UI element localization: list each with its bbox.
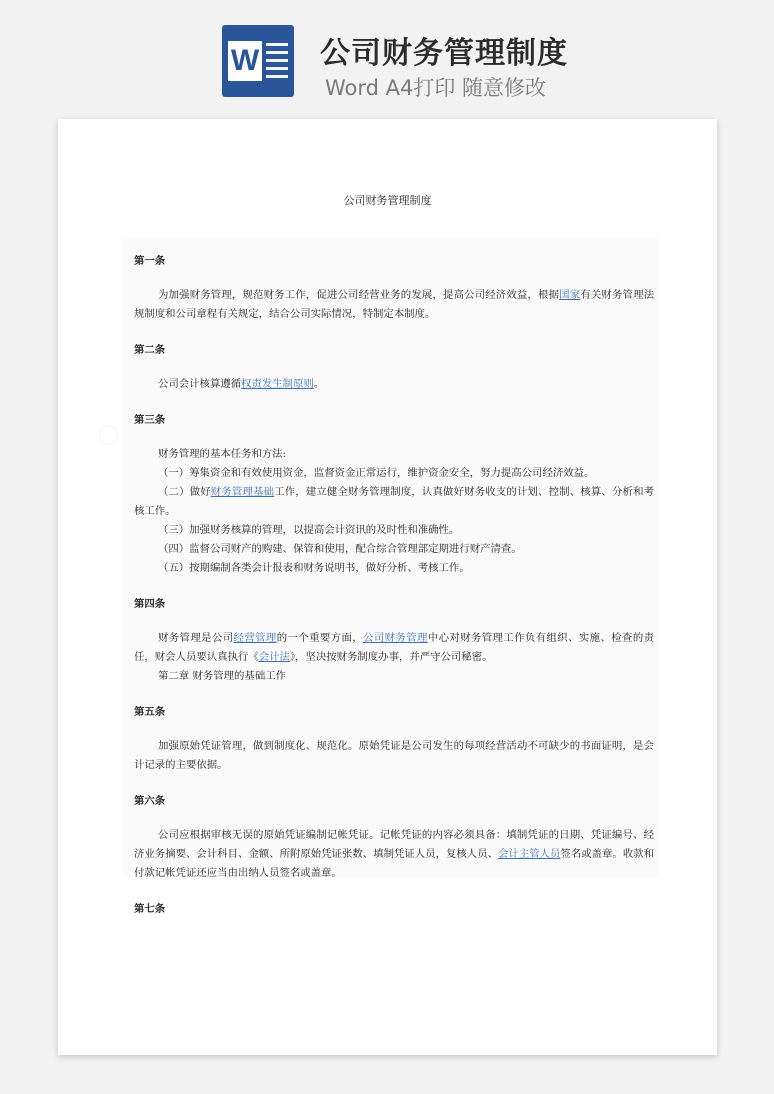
article-2-heading: 第二条 bbox=[134, 344, 166, 356]
link-finance-basics[interactable]: 财务管理基础 bbox=[210, 486, 275, 498]
article-3-item-2: （二）做好财务管理基础工作，建立健全财务管理制度，认真做好财务收支的计划、控制、核算、分析和考核工作。 bbox=[134, 486, 655, 517]
banner-title: 公司财务管理制度 bbox=[320, 36, 568, 71]
link-accounting-supervisor[interactable]: 会计主管人员 bbox=[498, 848, 561, 860]
article-1-text: 为加强财务管理，规范财务工作，促进公司经营业务的发展，提高公司经济效益，根据国家有关财务管理法规制度和公司章程有关规定，结合公司实际情况，特制定本制度。 bbox=[134, 289, 655, 320]
article-3-intro: 财务管理的基本任务和方法: bbox=[158, 448, 287, 460]
link-guojia[interactable]: 国家 bbox=[559, 289, 581, 301]
word-document-icon bbox=[222, 25, 294, 97]
article-5-text: 加强原始凭证管理，做到制度化、规范化。原始凭证是公司发生的每项经营活动不可缺少的书面证明，是会计记录的主要依据。 bbox=[134, 740, 654, 771]
article-7-heading: 第七条 bbox=[134, 903, 166, 915]
link-accounting-law[interactable]: 会计法 bbox=[258, 651, 290, 663]
banner-subtitle: Word A4打印 随意修改 bbox=[325, 76, 547, 100]
document-page bbox=[58, 119, 717, 1055]
chapter-2-title: 第二章 财务管理的基础工作 bbox=[158, 670, 286, 682]
article-2-text: 公司会计核算遵循权责发生制原则。 bbox=[158, 378, 325, 390]
word-icon-lines bbox=[266, 43, 288, 83]
link-business-management[interactable]: 经营管理 bbox=[233, 632, 277, 644]
link-company-finance[interactable]: 公司财务管理 bbox=[363, 632, 428, 644]
document-body bbox=[123, 237, 658, 915]
article-3-item-4: （四）监督公司财产的购建、保管和使用，配合综合管理部定期进行财产清查。 bbox=[158, 543, 522, 555]
article-3-item-5: （五）按期编制各类会计报表和财务说明书，做好分析、考核工作。 bbox=[158, 562, 470, 574]
article-4-text: 财务管理是公司经营管理的一个重要方面，公司财务管理中心对财务管理工作负有组织、实施、检查的责任，财会人员要认真执行《会计法》，坚决按财务制度办事，并严守公司秘密。 bbox=[134, 632, 655, 663]
document-title: 公司财务管理制度 bbox=[343, 194, 432, 207]
article-3-heading: 第三条 bbox=[134, 414, 166, 426]
article-6-heading: 第六条 bbox=[134, 795, 166, 807]
article-3-item-1: （一）筹集资金和有效使用资金，监督资金正常运行，维护资金安全，努力提高公司经济效益。 bbox=[158, 467, 595, 479]
article-6-text: 公司应根据审核无误的原始凭证编制记帐凭证。记帐凭证的内容必须具备：填制凭证的日期、凭证编号、经济业务摘要、会计科目、金额、所附原始凭证张数、填制凭证人员，复核人员、会计主管人员签名或盖章。收款和付款记帐凭证还应当由出纳人员签名或盖章。 bbox=[134, 829, 655, 879]
header-banner bbox=[0, 0, 774, 110]
article-4-heading: 第四条 bbox=[134, 598, 166, 610]
article-1-heading: 第一条 bbox=[134, 255, 166, 267]
article-3-item-3: （三）加强财务核算的管理，以提高会计资讯的及时性和准确性。 bbox=[158, 524, 460, 536]
article-5-heading: 第五条 bbox=[134, 706, 166, 718]
word-icon-letter: W bbox=[228, 41, 262, 81]
watermark bbox=[91, 415, 127, 453]
link-accrual-principle[interactable]: 权责发生制原则 bbox=[241, 378, 314, 390]
